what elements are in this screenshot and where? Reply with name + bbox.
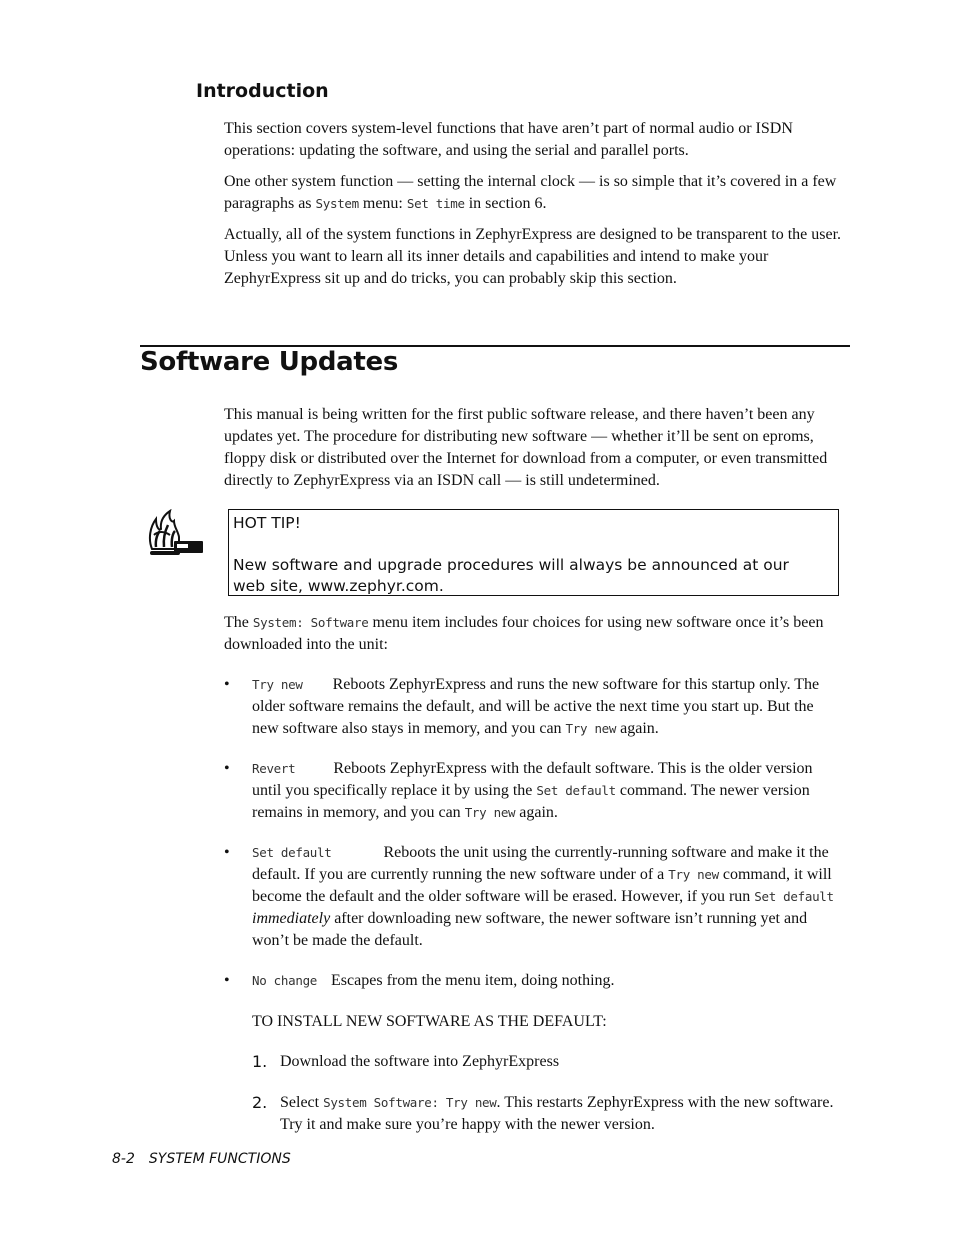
bullet-term-try-new: Try new: [252, 677, 303, 692]
software-updates-heading: Software Updates: [140, 347, 399, 377]
bullet-marker: •: [224, 760, 230, 777]
bullet-term-no-change: No change: [252, 973, 318, 988]
step-number: 1.: [252, 1052, 268, 1071]
code-system-software: System: Software: [252, 615, 369, 630]
bullet-revert: Revert Reboots ZephyrExpress with the default software. This is the older version until you specifically replace it by using the Set default command. The newer version remains in memory, and you can Try new again.: [252, 760, 813, 821]
intro-paragraph-1: This section covers system-level functions that have aren’t part of normal audio or ISDN operations: updating the software, and using the serial and parallel ports.: [224, 120, 793, 159]
bullet-marker: •: [224, 676, 230, 693]
footer-section-name: SYSTEM FUNCTIONS: [148, 1151, 291, 1167]
page-footer: [112, 1151, 291, 1167]
introduction-heading: Introduction: [196, 80, 329, 102]
software-paragraph-1: This manual is being written for the first public software release, and there haven’t been any updates yet. The procedure for distributing new software — whether it’ll be sent on eproms, floppy disk or distributed over the Internet for download from a computer, or even transmitted directly to ZephyrExpress via an ISDN call — is still undetermined.: [224, 406, 828, 489]
intro-paragraph-2: One other system function — setting the internal clock — is so simple that it’s covered in a few paragraphs as System menu: Set time in section 6.: [224, 173, 837, 212]
bullet-term-set-default: Set default: [252, 845, 332, 860]
bullet-marker: •: [224, 972, 230, 989]
page-number: 8-2: [112, 1151, 135, 1167]
step-2-text: Select System Software: Try new. This restarts ZephyrExpress with the new software. Try it and make sure you’re happy with the newer version.: [280, 1094, 834, 1133]
code-set-time: Set time: [406, 196, 465, 211]
software-paragraph-2: The System: Software menu item includes four choices for using new software once it’s been downloaded into the unit:: [224, 614, 824, 653]
step-1-text: Download the software into ZephyrExpress: [280, 1053, 560, 1070]
intro-paragraph-3: Actually, all of the system functions in ZephyrExpress are designed to be transparent to the user. Unless you want to learn all its inner details and capabilities and intend to make your ZephyrExpress sit up and do tricks, you can probably skip this section.: [224, 226, 842, 287]
bullet-term-revert: Revert: [252, 761, 296, 776]
bullet-no-change: No change Escapes from the menu item, doing nothing.: [252, 972, 615, 989]
bullet-marker: •: [224, 844, 230, 861]
step-number: 2.: [252, 1093, 268, 1112]
code-system: System: [315, 196, 359, 211]
hot-tip-flame-hand-icon: [146, 509, 206, 559]
install-instructions-heading: TO INSTALL NEW SOFTWARE AS THE DEFAULT:: [252, 1013, 607, 1030]
hot-tip-body: New software and upgrade procedures will always be announced at our web site, www.zephyr.com.: [233, 556, 789, 595]
code-system-software-try-new: System Software: Try new: [323, 1095, 497, 1110]
bullet-set-default: Set default Reboots the unit using the currently-running software and make it the default. If you are currently running the new software under of a Try new command, it will become the default and the older software will be erased. However, if you run Set default immediately after downloading new software, the newer software isn’t running yet and won’t be made the default.: [252, 844, 834, 949]
hot-tip-title: HOT TIP!: [233, 514, 301, 532]
bullet-try-new: Try new Reboots ZephyrExpress and runs the new software for this startup only. The older software remains the default, and will be active the next time you start up. But the new software also stays in memory, and you can Try new again.: [252, 676, 820, 737]
hot-tip-box: [228, 509, 839, 596]
